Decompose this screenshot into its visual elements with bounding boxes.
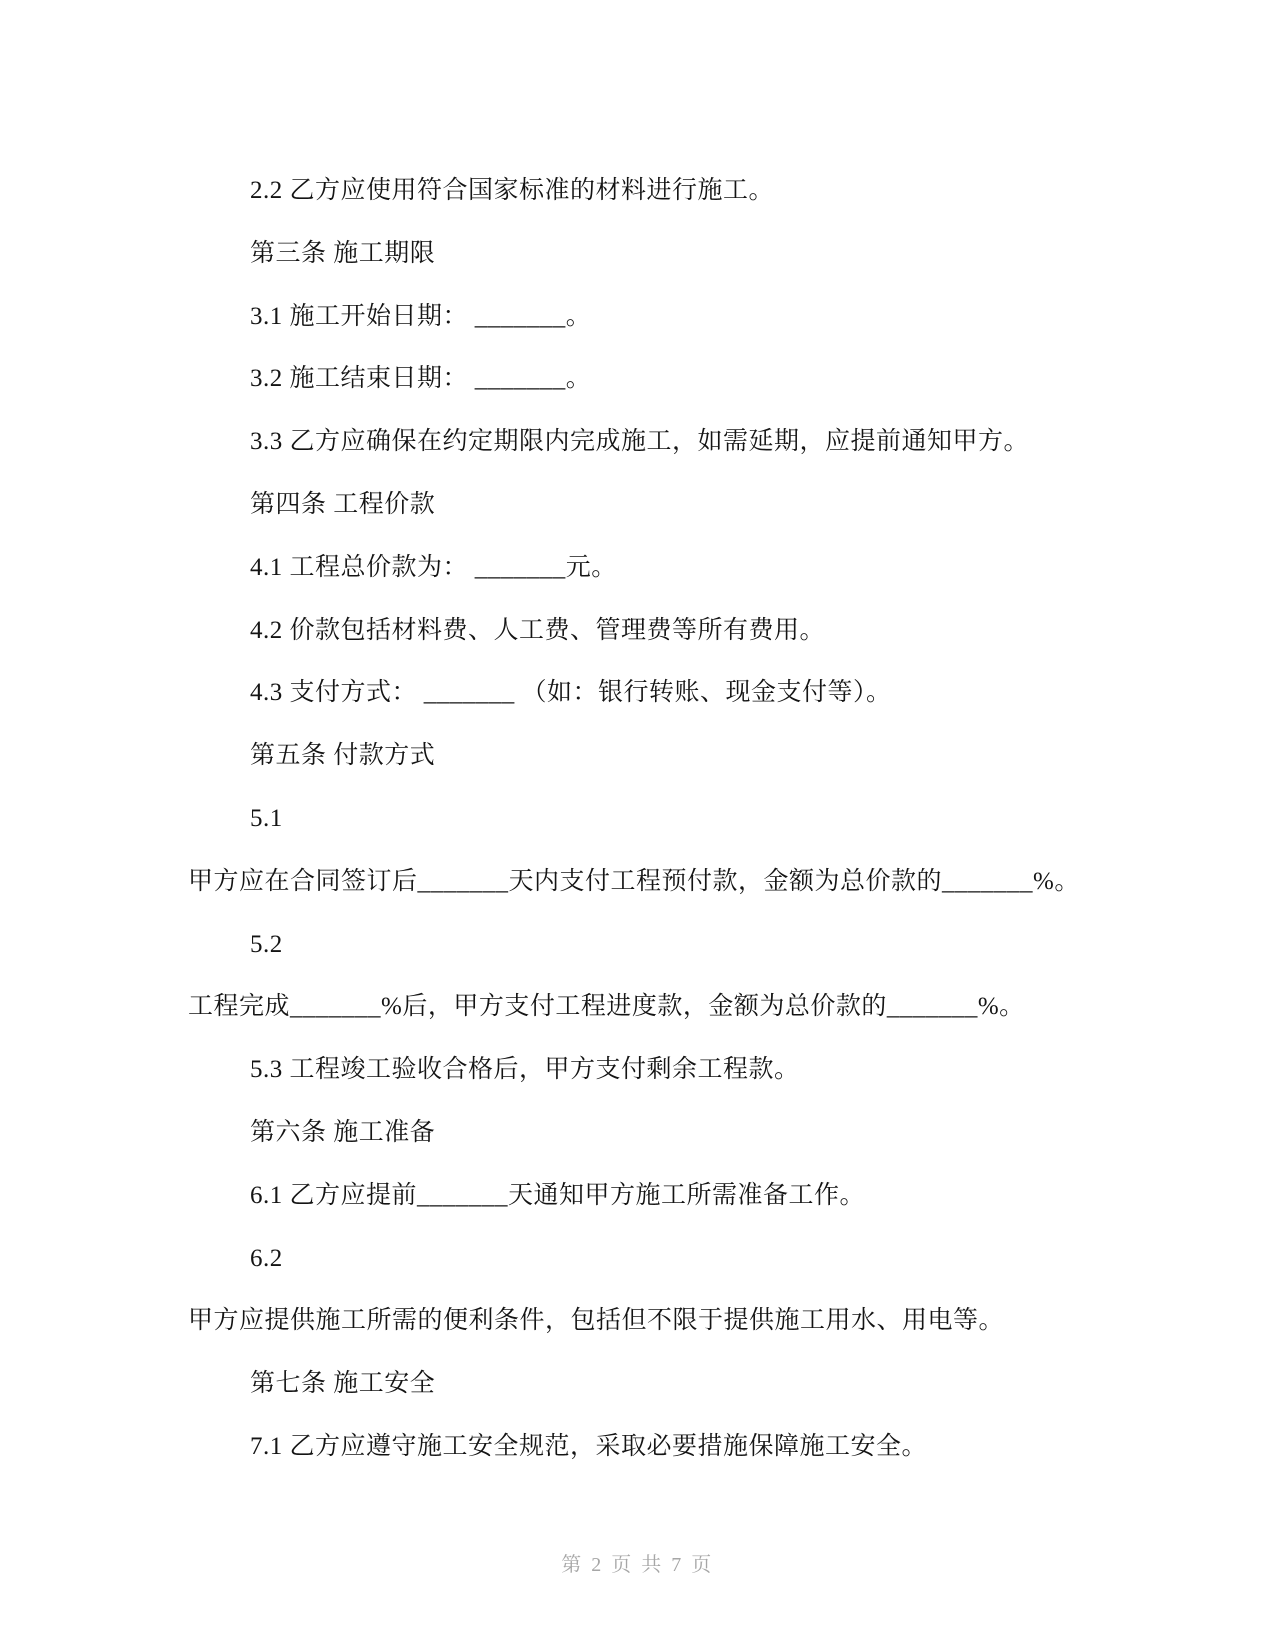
clause-line: 6.1 乙方应提前_______天通知甲方施工所需准备工作。 <box>250 1181 866 1209</box>
section-heading: 第六条 施工准备 <box>250 1118 436 1146</box>
contract-page-body <box>188 160 1228 1479</box>
section-heading: 第七条 施工安全 <box>250 1370 436 1398</box>
clause-number-line: 5.2 <box>250 930 283 958</box>
clause-line: 4.3 支付方式： _______ （如：银行转账、现金支付等）。 <box>250 679 892 707</box>
clause-line: 4.1 工程总价款为： _______元。 <box>250 553 617 581</box>
clause-continuation-line: 工程完成_______%后，甲方支付工程进度款，金额为总价款的_______%。 <box>188 993 1025 1021</box>
clause-number-line: 5.1 <box>250 804 283 832</box>
clause-line: 5.3 工程竣工验收合格后，甲方支付剩余工程款。 <box>250 1056 800 1084</box>
clause-line: 4.2 价款包括材料费、人工费、管理费等所有费用。 <box>250 616 826 644</box>
clause-continuation-line: 甲方应在合同签订后_______天内支付工程预付款，金额为总价款的_______%。 <box>188 867 1080 895</box>
section-heading: 第五条 付款方式 <box>250 742 436 770</box>
section-heading: 第四条 工程价款 <box>250 490 436 518</box>
clause-line: 3.1 施工开始日期： _______。 <box>250 302 592 330</box>
clause-line: 3.2 施工结束日期： _______。 <box>250 365 592 393</box>
page-number-footer: 第 2 页 共 7 页 <box>561 1554 714 1576</box>
clause-number-line: 6.2 <box>250 1244 283 1272</box>
clause-line: 3.3 乙方应确保在约定期限内完成施工，如需延期，应提前通知甲方。 <box>250 428 1030 456</box>
clause-line: 7.1 乙方应遵守施工安全规范，采取必要措施保障施工安全。 <box>250 1432 928 1460</box>
clause-line: 2.2 乙方应使用符合国家标准的材料进行施工。 <box>250 177 775 204</box>
section-heading: 第三条 施工期限 <box>250 239 436 267</box>
clause-continuation-line: 甲方应提供施工所需的便利条件，包括但不限于提供施工用水、用电等。 <box>188 1307 1005 1335</box>
